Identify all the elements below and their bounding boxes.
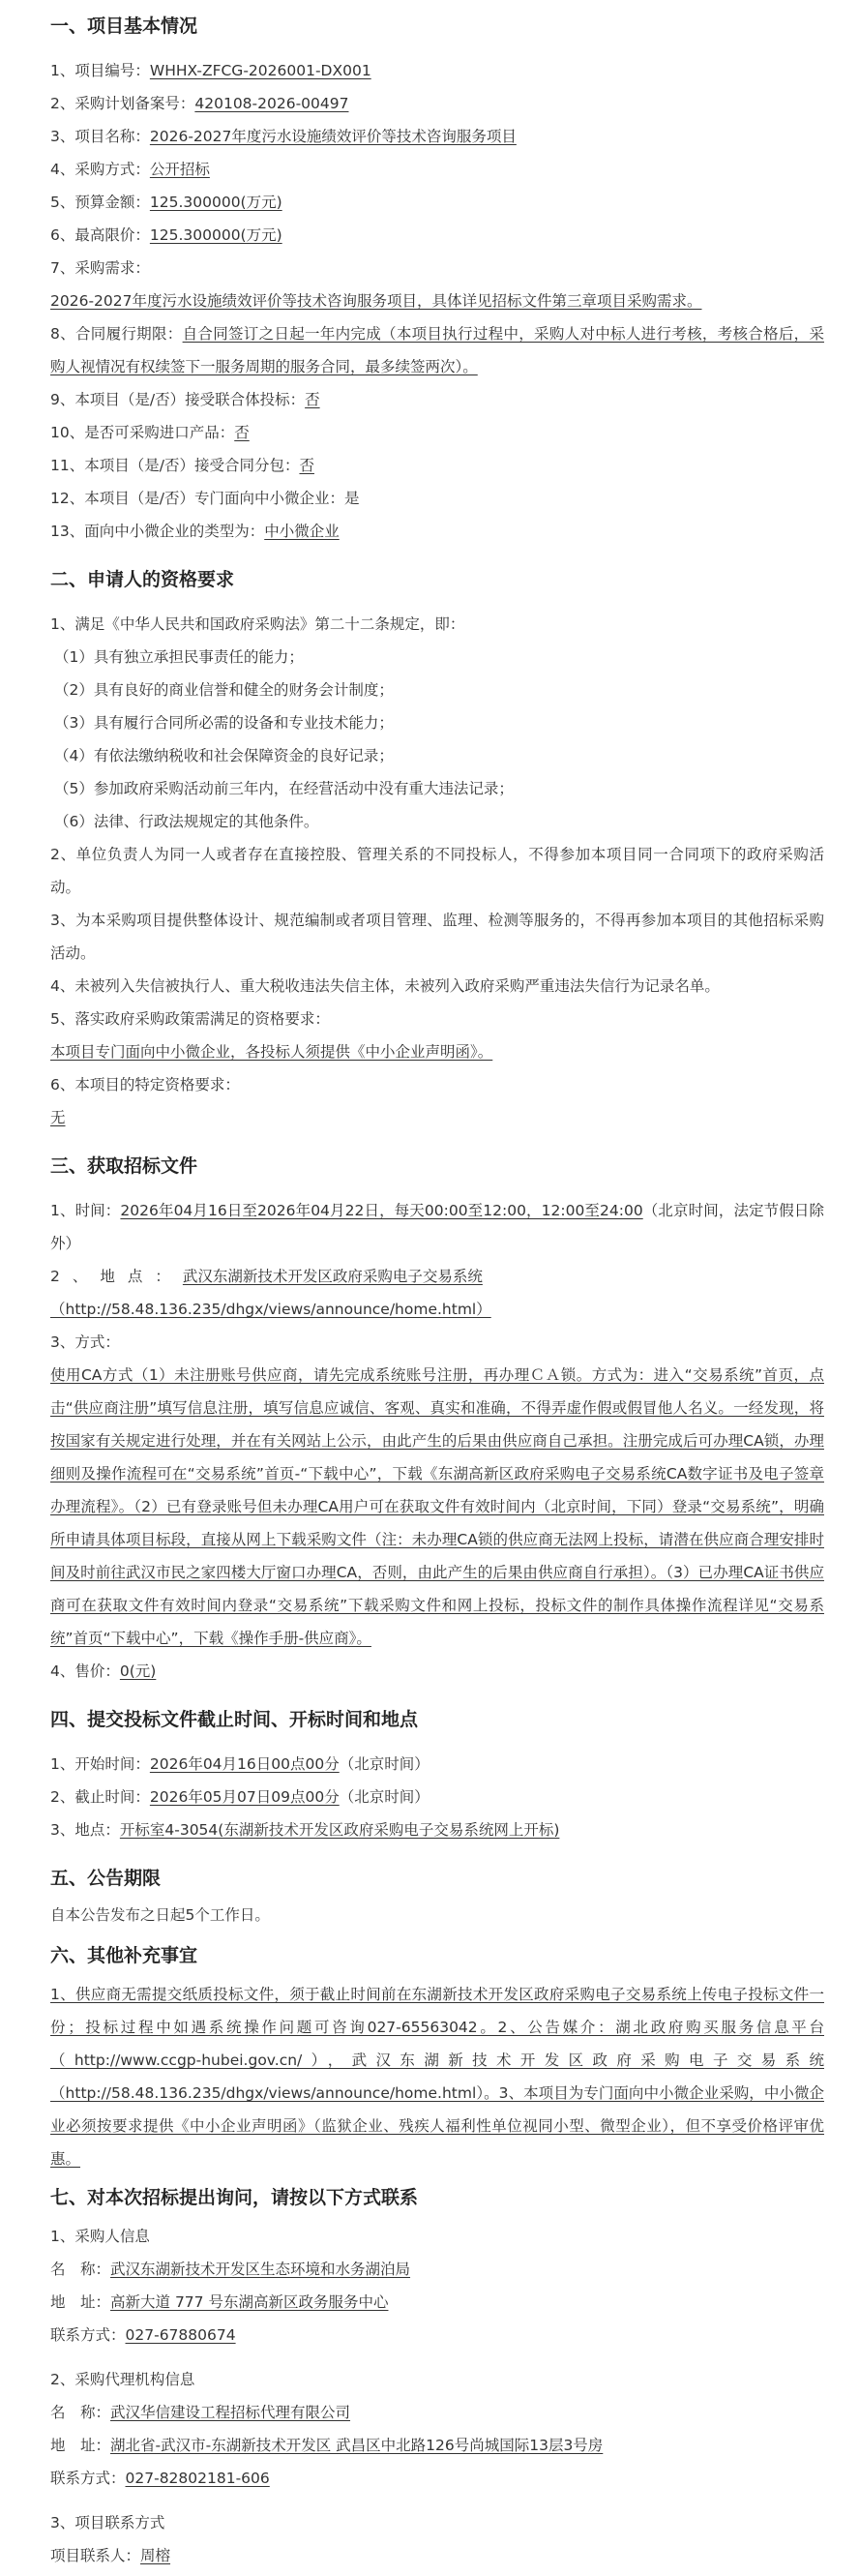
obtain-location-value: 武汉东湖新技术开发区政府采购电子交易系统 [182,1268,483,1285]
contract-period-value: 自合同签订之日起一年内完成（本项目执行过程中，采购人对中标人进行考核，考核合格后，采购人视情况有权续签下一服务周期的服务合同，最多续签两次）。 [50,325,824,375]
sme-type-value: 中小微企业 [264,523,340,540]
import-row [50,416,824,449]
project-contact-value: 周榕 [140,2547,171,2564]
opening-location-label: 3、地点： [50,1821,120,1839]
project-contact-label: 项目联系人： [50,2547,141,2564]
agency-address-label: 地 址： [50,2437,111,2454]
obtain-location-url[interactable]: （http://58.48.136.235/dhgx/views/announce/home.html） [50,1301,491,1318]
procurement-method-label: 4、采购方式： [50,161,150,178]
specific-requirement-row [50,1101,824,1134]
sme-value: 是 [343,490,360,507]
purchaser-phone-label: 联系方式： [50,2326,126,2344]
purchaser-name-value: 武汉东湖新技术开发区生态环境和水务湖泊局 [110,2261,411,2278]
agency-name-row [50,2396,824,2429]
start-time-value: 2026年04月16日00点00分 [149,1755,340,1773]
policy-requirement-label: 5、落实政府采购政策需满足的资格要求： [50,1010,330,1028]
purchaser-info-title: 1、采购人信息 [50,2228,150,2245]
obtain-time-note: （北京时间，法定节假日除外） [50,1202,824,1252]
budget-label: 5、预算金额： [50,194,150,211]
deadline-row [50,1781,824,1813]
obtain-method-value: 使用CA方式（1）未注册账号供应商，请先完成系统账号注册，再办理ＣＡ锁。方式为：进入“交易系统”首页，点击“供应商注册”填写信息注册，填写信息应诚信、客观、真实和准确，不得弄虚作假或假冒他人名义。一经发现，将按国家有关规定进行处理，并在有关网站上公示，由此产生的后果由供应商自己承担。注册完成后可办理CA锁，办理细则及操作流程可在“交易系统”首页-“下载中心”，下载《东湖高新区政府采购电子交易系统CA数字证书及电子签章办理流程》。（2）已有登录账号但未办理CA用户可在获取文件有效时间内（北京时间，下同）登录“交易系统”，明确所申请具体项目标段，直接从网上下载采购文件（注：未办理CA锁的供应商无法网上投标，请潜在供应商合理安排时间及时前往武汉市民之家四楼大厅窗口办理CA，否则，由此产生的后果由供应商自行承担）。（3）已办理CA证书供应商可在获取文件有效时间内登录“交易系统”下载采购文件和网上投标，投标文件的制作具体操作流程详见“交易系统”首页“下载中心”，下载《操作手册-供应商》。 [50,1366,825,1647]
purchaser-phone-value: 027-67880674 [125,2326,236,2344]
project-number-value: WHHX-ZFCG-2026001-DX001 [149,62,371,79]
project-contact-title: 3、项目联系方式 [50,2514,165,2531]
import-label: 10、是否可采购进口产品： [50,424,235,441]
purchaser-name-row [50,2253,824,2286]
qualification-condition: （2）具有良好的商业信誉和健全的财务会计制度； [54,681,394,699]
section-title-obtain-documents: 三、获取招标文件 [50,1155,198,1177]
project-name-row [50,120,824,153]
purchaser-address-row [50,2286,824,2319]
purchaser-address-label: 地 址： [50,2293,111,2311]
policy-requirement-value: 本项目专门面向中小微企业，各投标人须提供《中小企业声明函》。 [50,1043,493,1061]
agency-phone-value: 027-82802181-606 [125,2470,270,2487]
section-title-notice-period: 五、公告期限 [50,1868,162,1889]
import-value: 否 [234,424,250,441]
obtain-method-label: 3、方式： [50,1333,120,1351]
obtain-time-label: 1、时间： [50,1202,121,1219]
qualification-condition: （1）具有独立承担民事责任的能力； [54,648,304,666]
subcontract-value: 否 [299,457,314,474]
max-price-row [50,219,824,252]
policy-requirement-row [50,1035,824,1068]
procurement-method-row [50,153,824,186]
plan-record-label: 2、采购计划备案号： [50,95,195,112]
qualification-item: 4、未被列入失信被执行人、重大税收违法失信主体，未被列入政府采购严重违法失信行为记录名单。 [50,977,720,995]
section-title-supplementary: 六、其他补充事宜 [50,1945,198,1966]
requirement-row [50,285,824,317]
agency-info-title: 2、采购代理机构信息 [50,2371,195,2388]
consortium-value: 否 [305,391,320,408]
project-name-label: 3、项目名称： [50,128,150,145]
qualification-item: 1、满足《中华人民共和国政府采购法》第二十二条规定，即： [50,615,465,633]
project-contact-row [50,2539,824,2572]
qualification-condition: （5）参加政府采购活动前三年内，在经营活动中没有重大违法记录； [54,780,514,797]
consortium-label: 9、本项目（是/否）接受联合体投标： [50,391,306,408]
subcontract-row [50,449,824,482]
max-price-label: 6、最高限价： [50,226,150,244]
price-value: 0(元) [119,1662,157,1680]
start-time-row [50,1748,824,1781]
section-title-qualifications: 二、申请人的资格要求 [50,569,235,590]
sme-type-label: 13、面向中小微企业的类型为： [50,523,265,540]
qualification-item: 2、单位负责人为同一人或者存在直接控股、管理关系的不同投标人，不得参加本项目同一合同项下的政府采购活动。 [50,846,824,896]
opening-location-value: 开标室4-3054(东湖新技术开发区政府采购电子交易系统网上开标) [119,1821,560,1839]
start-time-note: （北京时间） [339,1755,430,1773]
purchaser-phone-row [50,2319,824,2351]
requirement-label: 7、采购需求： [50,259,150,277]
qualification-condition: （3）具有履行合同所必需的设备和专业技术能力； [54,714,394,732]
consortium-row [50,383,824,416]
obtain-time-row [50,1194,824,1260]
agency-phone-label: 联系方式： [50,2470,126,2487]
budget-value: 125.300000(万元) [149,194,282,211]
sme-label: 12、本项目（是/否）专门面向中小微企业： [50,490,344,507]
purchaser-name-label: 名 称： [50,2261,111,2278]
plan-record-row [50,87,824,120]
section-title-contact: 七、对本次招标提出询问，请按以下方式联系 [50,2187,419,2208]
qualification-condition: （6）法律、行政法规规定的其他条件。 [54,813,319,830]
purchaser-address-value: 高新大道 777 号东湖高新区政务服务中心 [110,2293,389,2311]
max-price-value: 125.300000(万元) [149,226,282,244]
deadline-value: 2026年05月07日09点00分 [149,1788,340,1806]
procurement-method-value: 公开招标 [149,161,210,178]
obtain-time-value: 2026年04月16日至2026年04月22日，每天00:00至12:00，12:00至24:00 [120,1202,643,1219]
contract-period-label: 8、合同履行期限： [50,325,183,343]
sme-row [50,482,824,515]
project-number-label: 1、项目编号： [50,62,150,79]
agency-name-value: 武汉华信建设工程招标代理有限公司 [110,2404,351,2421]
deadline-label: 2、截止时间： [50,1788,150,1806]
agency-name-label: 名 称： [50,2404,111,2421]
opening-location-row [50,1813,824,1846]
obtain-method-row [50,1359,824,1655]
section-title-basic-info: 一、项目基本情况 [50,15,198,37]
agency-address-value: 湖北省-武汉市-东湖新技术开发区 武昌区中北路126号尚城国际13层3号房 [110,2437,604,2454]
supplementary-row [50,1978,824,2175]
specific-requirement-label: 6、本项目的特定资格要求： [50,1076,240,1093]
budget-row [50,186,824,219]
qualification-condition: （4）有依法缴纳税收和社会保障资金的良好记录； [54,747,394,764]
price-label: 4、售价： [50,1662,120,1680]
specific-requirement-value: 无 [50,1109,66,1126]
sme-type-row [50,515,824,548]
deadline-note: （北京时间） [339,1788,430,1806]
contract-period-row [50,317,824,383]
plan-record-value: 420108-2026-00497 [194,95,349,112]
obtain-location-label: 2、地点： [50,1268,183,1285]
obtain-location-row [50,1260,824,1293]
qualification-item: 3、为本采购项目提供整体设计、规范编制或者项目管理、监理、检测等服务的，不得再参加本项目的其他招标采购活动。 [50,912,824,962]
project-name-value: 2026-2027年度污水设施绩效评价等技术咨询服务项目 [149,128,517,145]
section-title-deadline: 四、提交投标文件截止时间、开标时间和地点 [50,1709,419,1730]
subcontract-label: 11、本项目（是/否）接受合同分包： [50,457,300,474]
start-time-label: 1、开始时间： [50,1755,150,1773]
obtain-location-url-row [50,1293,824,1326]
notice-period-text: 自本公告发布之日起5个工作日。 [50,1906,270,1924]
agency-phone-row [50,2462,824,2495]
requirement-value: 2026-2027年度污水设施绩效评价等技术咨询服务项目，具体详见招标文件第三章项目采购需求。 [50,292,702,310]
supplementary-text: 1、供应商无需提交纸质投标文件，须于截止时间前在东湖新技术开发区政府采购电子交易系统上传电子投标文件一份；投标过程中如遇系统操作问题可咨询027-65563042。2、公告媒介：湖北政府购买服务信息平台（http://www.ccgp-hubei.gov.cn/），武汉东湖新技术开发区政府采购电子交易系统（http://58.48.136.235/dhgx/views/announce/home.html）。3、本项目为专门面向中小微企业采购，中小微企业必须按要求提供《中小企业声明函》（监狱企业、残疾人福利性单位视同小型、微型企业），但不享受价格评审优惠。 [50,1986,824,2168]
agency-address-row [50,2429,824,2462]
price-row [50,1655,824,1688]
project-number-row [50,54,824,87]
